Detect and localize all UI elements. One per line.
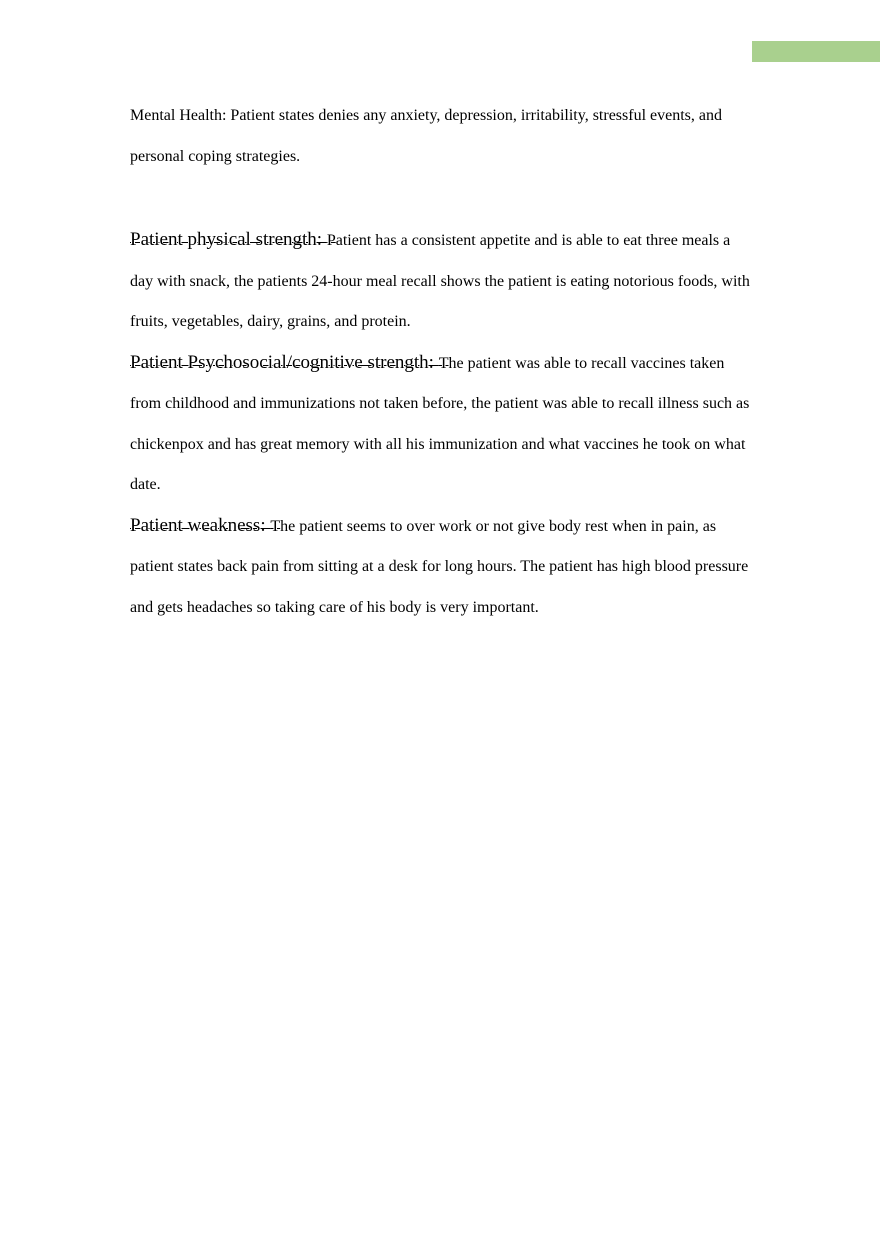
weakness-text: he patient seems to over work or not give body rest when in pain, as patient states back pain from sitting at a desk for long hours. The patient has high blood pressure and gets headaches so taking care of his body is very important. [130,517,749,616]
psychosocial-strength-text: he patient was able to recall vaccines taken from childhood and immunizations not taken before, the patient was able to recall illness such as chickenpox and has great memory with all his immunization and what vaccines he took on what date. [130,354,750,493]
physical-strength-heading: Patient physical strength: [130,229,327,250]
header-color-bar [752,41,880,62]
psychosocial-strength-paragraph [130,343,750,506]
physical-strength-text: atient has a consistent appetite and is able to eat three meals a day with snack, the patients 24-hour meal recall shows the patient is eating notorious foods, with fruits, vegetables, dairy, grains, and protein. [130,232,750,330]
physical-strength-first-letter: P [326,232,336,249]
paragraph-spacer [130,177,750,220]
psychosocial-strength-heading: Patient Psychosocial/cognitive strength: [130,351,439,373]
psychosocial-strength-first-letter: T [438,354,449,372]
weakness-first-letter: T [270,517,281,535]
mental-health-paragraph [130,96,750,177]
weakness-paragraph [130,506,750,629]
physical-strength-paragraph [130,220,750,343]
mental-health-text: Mental Health: Patient states denies any anxiety, depression, irritability, stressful events, and personal coping strategies. [130,107,722,165]
document-body [130,96,750,628]
weakness-heading: Patient weakness: [130,514,271,536]
